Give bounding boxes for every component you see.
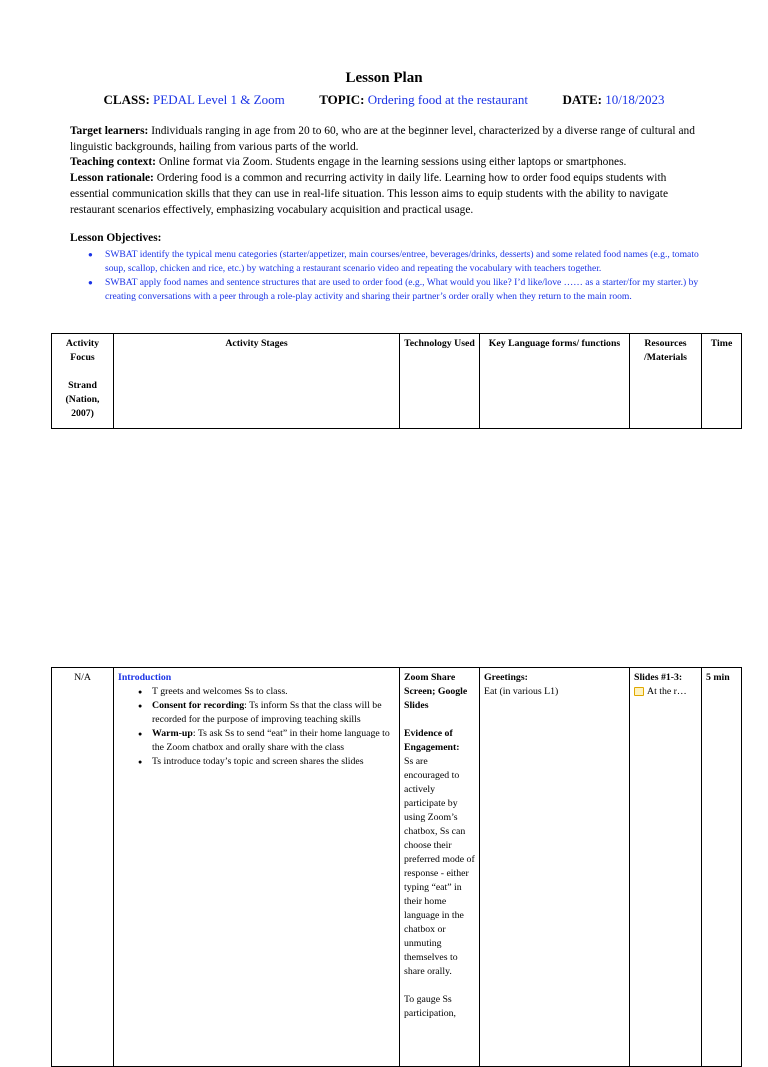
topic-value: Ordering food at the restaurant xyxy=(367,92,528,107)
objective-item: ● SWBAT apply food names and sentence structures that are used to order food (e.g., What would you like? I’d like/love …… as a starter/for my starter.) by creating conversations with a peer through a role-play activity and sharing their partner’s order orally when they return to the main room. xyxy=(88,276,700,304)
stage-steps-list xyxy=(118,685,395,769)
page-title: Lesson Plan xyxy=(345,70,423,86)
class-value: PEDAL Level 1 & Zoom xyxy=(153,92,285,107)
cell-key-language xyxy=(480,668,630,1067)
technology-title: Zoom Share Screen; Google Slides xyxy=(404,672,468,711)
resources-title: Slides #1-3: xyxy=(634,672,683,683)
language-text: Eat (in various L1) xyxy=(484,686,559,697)
lesson-rationale-label: Lesson rationale: xyxy=(70,172,154,185)
lesson-meta-line xyxy=(0,92,768,108)
teaching-context-paragraph xyxy=(70,155,700,171)
target-learners-paragraph xyxy=(70,124,700,155)
objective-item: ● SWBAT identify the typical menu categories (starter/appetizer, main courses/entree, beverages/drinks, desserts) and some related food names (e.g., tomato soup, scallop, chicken and rice, etc.) by watching a restaurant scenario video and repeating the vocabulary with teachers together. xyxy=(88,248,700,276)
resource-link-text: At the r… xyxy=(647,686,687,697)
header-key-language: Key Language forms/ functions xyxy=(480,334,630,429)
cell-time xyxy=(702,668,742,1067)
objectives-list xyxy=(88,248,700,304)
header-technology-used: Technology Used xyxy=(400,334,480,429)
slides-file-icon xyxy=(634,687,644,696)
activity-table-row xyxy=(51,667,742,1067)
lesson-intro xyxy=(70,124,700,218)
cell-resources xyxy=(630,668,702,1067)
cell-activity-focus: N/A xyxy=(52,668,114,1067)
stage-step: ● Warm-up: Ts ask Ss to send “eat” in their home language to the Zoom chatbox and orally share with the class xyxy=(138,727,395,755)
topic-label: TOPIC: xyxy=(319,92,365,107)
stage-step: ● T greets and welcomes Ss to class. xyxy=(138,685,395,699)
objectives-heading: Lesson Objectives: xyxy=(70,232,162,244)
class-label: CLASS: xyxy=(103,92,150,107)
stage-title: Introduction xyxy=(118,672,172,683)
resource-link[interactable] xyxy=(634,685,697,699)
header-activity-focus: Activity Focus Strand (Nation, 2007) xyxy=(52,334,114,429)
date-label: DATE: xyxy=(562,92,602,107)
date-value: 10/18/2023 xyxy=(605,92,665,107)
gauge-text: To gauge Ss participation, xyxy=(404,994,456,1019)
teaching-context-text: Online format via Zoom. Students engage in the learning sessions using either laptops or smartphones. xyxy=(158,156,627,169)
stage-step: ● Ts introduce today’s topic and screen shares the slides xyxy=(138,755,395,769)
header-activity-stages: Activity Stages xyxy=(114,334,400,429)
activity-table-header xyxy=(51,333,742,429)
cell-technology-used xyxy=(400,668,480,1067)
teaching-context-label: Teaching context: xyxy=(70,156,156,169)
time-value: 5 min xyxy=(706,672,730,683)
header-time: Time xyxy=(702,334,742,429)
evidence-label: Evidence of Engagement: xyxy=(404,728,460,753)
lesson-rationale-text: Ordering food is a common and recurring activity in daily life. Learning how to order food equips students with essential communication skills that they can use in real-life situation. This lesson aims to equip students with the ability to navigate restaurant scenarios effectively, emphasizing vocabulary acquisition and practical usage. xyxy=(70,172,669,216)
stage-step: ● Consent for recording: Ts inform Ss that the class will be recorded for the purpose of improving teaching skills xyxy=(138,699,395,727)
evidence-text: Ss are encouraged to actively participate by using Zoom’s chatbox, Ss can choose their preferred mode of response - either typing “eat” in their home language in the chatbox or unmuting themselves to share orally. xyxy=(404,756,475,977)
language-title: Greetings: xyxy=(484,672,528,683)
target-learners-text: Individuals ranging in age from 20 to 60, who are at the beginner level, characterized by a diverse range of cultural and linguistic backgrounds, hailing from various parts of the world. xyxy=(70,125,695,153)
lesson-rationale-paragraph xyxy=(70,171,700,218)
target-learners-label: Target learners: xyxy=(70,125,149,137)
cell-activity-stages xyxy=(114,668,400,1067)
header-resources: Resources /Materials xyxy=(630,334,702,429)
